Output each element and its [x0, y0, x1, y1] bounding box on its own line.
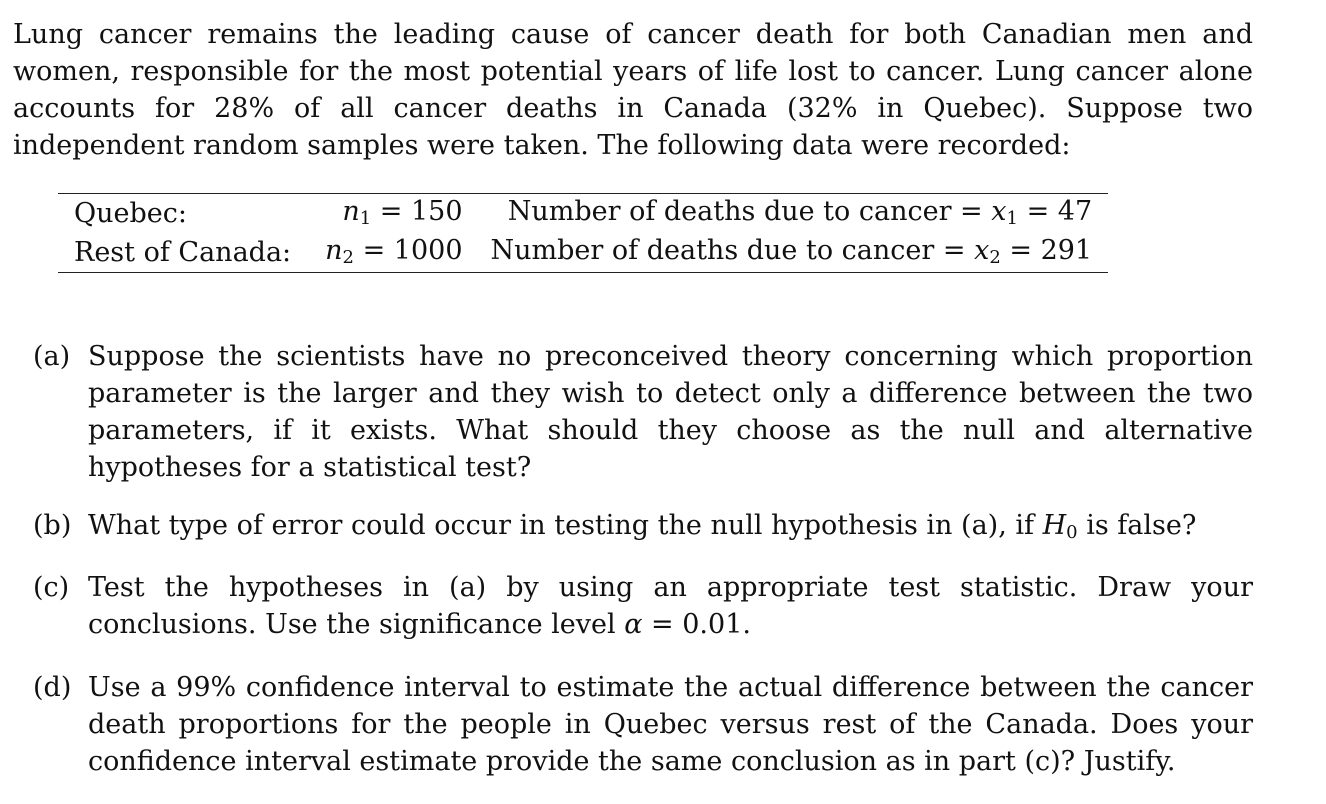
n-subscript: 2: [342, 247, 354, 268]
question-part-b: [33, 507, 1253, 547]
row-location: Rest of Canada:: [74, 236, 292, 268]
n-value: = 1000: [362, 235, 463, 266]
row-sample-size: [305, 233, 476, 273]
question-part-d: [33, 669, 1253, 780]
x-variable: x: [991, 196, 1007, 227]
h-variable: H: [1042, 510, 1067, 541]
data-table: [58, 193, 1108, 273]
part-text: Suppose the scientists have no preconceived theory concerning which proportion parameter is the larger and they wish to detect only a difference between the two parameters, if it exists. What should they choose as the null and alternative hypotheses for a statistical test?: [88, 341, 1253, 483]
row-sample-size: [305, 194, 476, 234]
part-label: (a): [33, 341, 71, 372]
part-label: (c): [33, 572, 70, 603]
x-value: = 291: [1009, 235, 1093, 266]
deaths-description: Number of deaths due to cancer =: [507, 196, 983, 227]
n-value: = 150: [379, 196, 463, 227]
intro-paragraph: Lung cancer remains the leading cause of cancer death for both Canadian men and women, responsible for the most potential years of life lost to cancer. Lung cancer alone accounts for 28% of all cancer deaths in Canada (32% in Quebec). Suppose two independent random samples were taken. The following data were recorded:: [13, 19, 1253, 161]
part-text: Use a 99% confidence interval to estimate the actual difference between the cancer death proportions for the people in Quebec versus rest of the Canada. Does your confidence interval estimate provide the same conclusion as in part (c)? Justify.: [88, 672, 1253, 777]
x-variable: x: [974, 235, 990, 266]
alpha-symbol: α: [624, 609, 643, 640]
row-deaths: [477, 194, 1109, 234]
table-row: [58, 233, 1108, 273]
x-value: = 47: [1026, 196, 1093, 227]
deaths-description: Number of deaths due to cancer =: [490, 235, 966, 266]
part-text-before: Test the hypotheses in (a) by using an appropriate test statistic. Draw your conclusions. Use the significance level: [88, 572, 1253, 640]
alpha-value: = 0.01.: [651, 609, 751, 640]
n-subscript: 1: [359, 208, 372, 229]
part-text-before: What type of error could occur in testing the null hypothesis in (a), if: [88, 510, 1034, 541]
question-part-a: [33, 338, 1253, 486]
row-location: Quebec:: [74, 197, 187, 229]
part-text: [88, 507, 1253, 547]
x-subscript: 2: [989, 247, 1001, 268]
row-deaths: [477, 233, 1109, 273]
part-label: (d): [33, 672, 72, 703]
question-part-c: [33, 569, 1253, 643]
h-subscript: 0: [1066, 522, 1078, 543]
part-text-after: is false?: [1086, 510, 1197, 541]
part-text: [88, 569, 1253, 643]
n-variable: n: [325, 235, 343, 266]
table-row: [58, 194, 1108, 234]
part-label: (b): [33, 510, 72, 541]
x-subscript: 1: [1006, 208, 1018, 229]
n-variable: n: [342, 196, 360, 227]
